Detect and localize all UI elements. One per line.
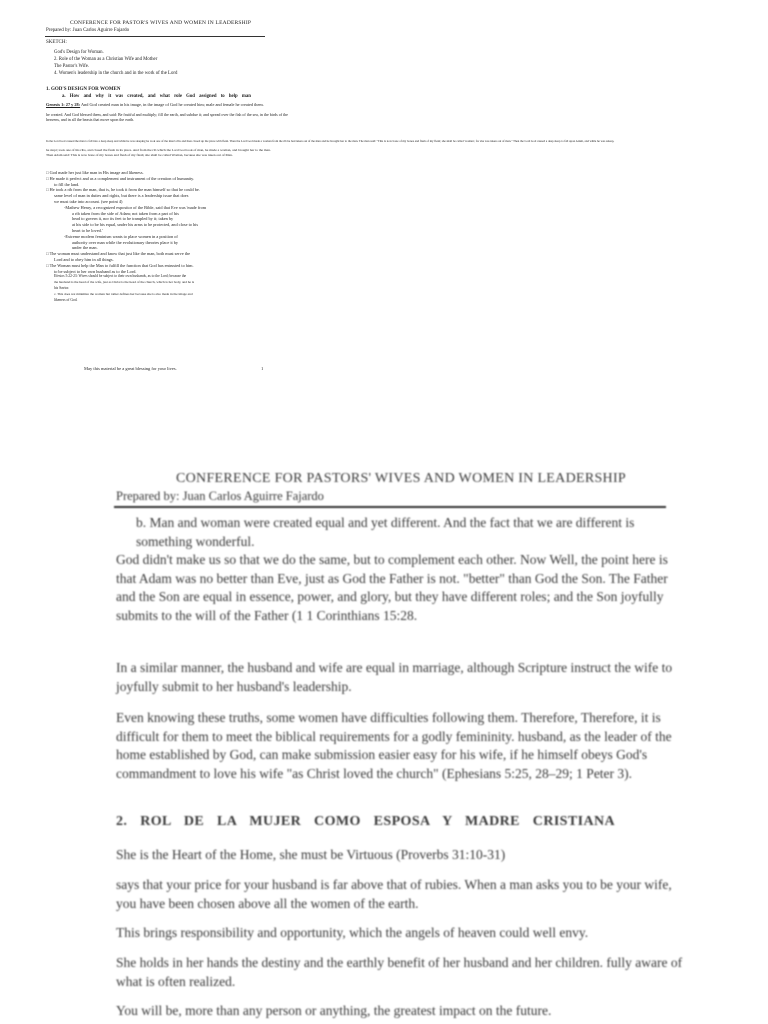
bullet-line: □ God made her just like man in His image and likeness.	[46, 170, 144, 175]
bullet-line: authority over man while the evolutionary theories place it by	[72, 239, 179, 245]
page-1-thumbnail	[0, 0, 768, 400]
section-heading-2: 2. ROL DE LA MUJER COMO ESPOSA Y MADRE CRISTIANA	[116, 814, 615, 829]
creation-text: he slept; took one of his ribs, and closed the flesh in its place. And from the rib which the Lord God took of man, he made a woman, and brought her to the man. Then Adam said: This is now bone of my bones and flesh of my flesh; she shall be called Woman, because she was taken out of Man.	[46, 148, 271, 157]
sketch-label: SKETCH:	[46, 40, 67, 45]
bullet-line: a rib taken from the side of Adam; not taken from a part of his	[72, 210, 179, 216]
page-1-prepared-by: Prepared by: Juan Carlos Aguirre Fajardo	[46, 28, 130, 33]
page-1-footer: May this material be a great blessing for your lives.	[84, 366, 177, 371]
bullet-line: we must take into account. (see point 4)	[54, 198, 123, 204]
bullet-line: under the man.	[72, 245, 98, 251]
point-b: b. Man and woman were created equal and yet different. And the fact that we are different is something wonderful.	[136, 515, 635, 549]
section-subheading: a. How and why it was created, and what role God assigned to help man	[62, 94, 251, 99]
paragraph: says that your price for your husband is far above that of rubies. When a man asks you to be your wife, you have been chosen above all the women of the earth.	[116, 877, 672, 911]
paragraph: She is the Heart of the Home, she must be Virtuous (Proverbs 31:10-31)	[116, 847, 506, 862]
outline-item: The Pastor's Wife.	[54, 64, 90, 69]
genesis-text: And God created man in his image, in the image of God he created him; male and female he created them.	[80, 102, 264, 107]
bullet-line: □ He made it perfect and as a complement and instrument of the creation of humanity.	[46, 175, 195, 181]
outline-list	[54, 49, 177, 77]
section-heading: 1. GOD'S DESIGN FOR WOMEN	[46, 87, 121, 92]
bullet-list	[46, 170, 282, 303]
bullet-line: □ The woman must understand and know that just like the man, both must serve the	[46, 251, 191, 257]
paragraph: You will be, more than any person or anything, the greatest impact on the future.	[116, 1003, 552, 1018]
bullet-line: □ The Woman must help the Man to fulfill the function that God has entrusted to him.	[46, 262, 194, 268]
bullet-line: c. This does not minimize the woman but rather defines her because she is also made in the image and	[54, 291, 193, 296]
bullet-line: □ He took a rib from the man, that is, he took it from the man himself so that he could be.	[46, 187, 200, 193]
page-1-title: CONFERENCE FOR PASTOR'S WIVES AND WOMEN IN LEADERSHIP	[70, 20, 252, 26]
bullet-line: -Mathew Henry, a recognized expositor of the Bible, said that Eve was 'made from	[64, 204, 207, 210]
paragraph: God didn't make us so that we do the same, but to complement each other. Now Well, the point here is that Adam was no better than Eve, just as God the Father is not. "better" than God the Son. The Father and the Son are equal in essence, power, and glory, but they have different roles; and the Son joyfully submits to the will of the Father (1 1 Corinthians 15:28.	[116, 552, 668, 623]
bullet-line: likeness of God.	[54, 297, 78, 302]
page-2-prepared-by: Prepared by: Juan Carlos Aguirre Fajardo	[116, 489, 324, 503]
page-2-title: CONFERENCE FOR PASTORS' WIVES AND WOMEN IN LEADERSHIP	[176, 471, 627, 486]
blessing-text: he created. And God blessed them, and said: Be fruitful and multiply; fill the earth, and subdue it; and spread over the fish of the sea, in the birds of the heavens, and in all the beasts that move upon the earth.	[46, 112, 288, 123]
creation-long-text: In the Lord God caused the man to fall into a deep sleep and while he was sleeping he took one of the man's ribs and then closed up the place with flesh. Then the Lord God made a woman from the rib he had taken out of the man and he brought her to the man. The man said: "This is now bone of my bones and flesh of my flesh; she shall be called 'woman', for she was taken out of man." Then the Lord God caused a deep sleep to fall upon Adam, and while he was asleep,	[46, 139, 615, 143]
bullet-line: his Savior.	[54, 285, 70, 290]
paragraph: This brings responsibility and opportunity, which the angels of heaven could well envy.	[116, 925, 589, 940]
bullet-line: head to govern it, nor its feet to be trampled by it; taken by	[72, 216, 174, 222]
genesis-reference: Genesis 1: 27 y 28:	[46, 102, 81, 107]
bullet-line: same level of man in duties and rights, but there is a leadership issue that does	[54, 193, 189, 199]
bullet-line: -Extreme modern feminism wants to place women in a position of	[64, 233, 178, 239]
outline-item: God's Design for Woman.	[54, 50, 104, 55]
page-2-divider	[114, 506, 666, 508]
bullet-line: to fill the land.	[54, 181, 80, 187]
bullet-line: heart to be loved.'	[72, 227, 103, 233]
bullet-line: to be subject to her own husband as to the Lord.	[54, 268, 137, 274]
paragraph: In a similar manner, the husband and wife are equal in marriage, although Scripture instruct the wife to joyfully submit to her husband's leadership.	[116, 660, 673, 694]
outline-item: 4. Women's leadership in the church and in the work of the Lord	[54, 71, 178, 76]
paragraph: Even knowing these truths, some women have difficulties following them. Therefore, Therefore, it is difficult for them to meet the biblical requirements for a godly femininity. husband, as the leader of the home established by God, can make submission easier easy for his wife, if he himself obeys God's commandment to love his wife "as Christ loved the church" (Ephesians 5:25, 28–29; 1 Peter 3).	[116, 710, 672, 781]
genesis-verse	[46, 102, 296, 108]
bullet-line: at his side to be his equal, under his arms to be protected, and close to his	[72, 222, 199, 228]
outline-item: 2. Role of the Woman as a Christian Wife and Mother	[54, 57, 158, 62]
bullet-line: Lord and to obey him in all things.	[54, 256, 114, 262]
bullet-line: the husband is the head of the wife, just as Christ is the head of the church, which is her body, and he is	[54, 280, 195, 285]
page-number: 1	[261, 366, 264, 371]
paragraph: She holds in her hands the destiny and the earthly benefit of her husband and her children. fully aware of what is often realized.	[116, 955, 683, 989]
page-1-divider	[45, 36, 265, 37]
page-2	[0, 460, 768, 1024]
bullet-line: Efesios 5:22-23: Wives should be subject to their own husbands, as to the Lord; because the	[54, 274, 187, 279]
